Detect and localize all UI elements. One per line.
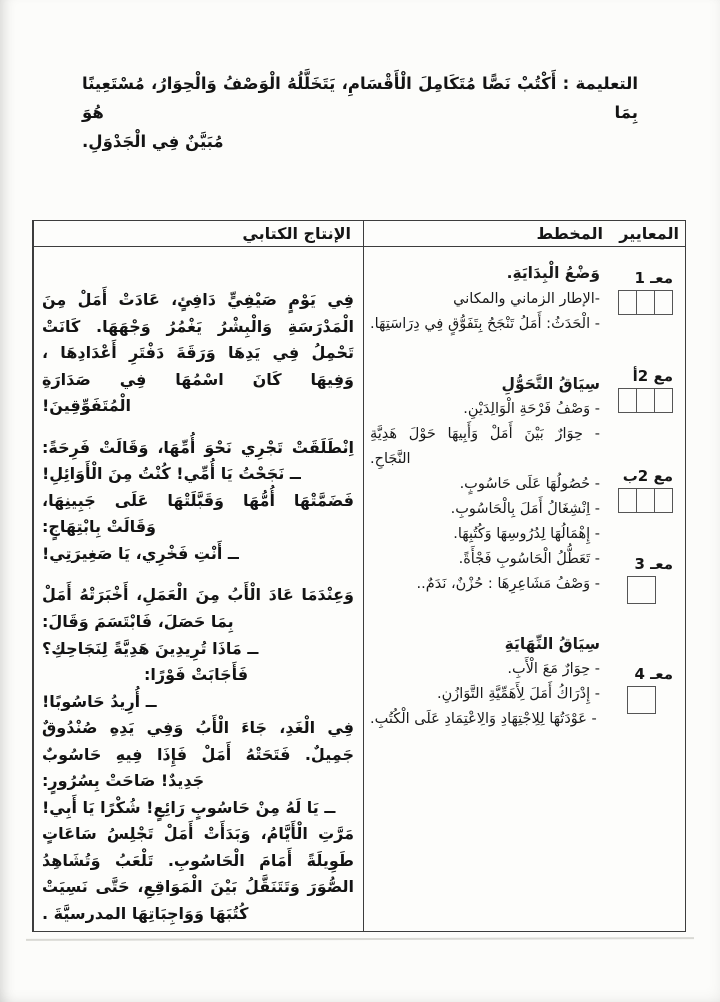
story-line: اِنْطَلَقَتْ تَجْرِي نَحْوَ أُمِّهَا، وَقَالَتْ فَرِحَةً: <box>42 437 354 457</box>
story-dialogue-line: ــ مَاذَا تُرِيدِينَ هَدِيَّةً لِنَجَاحِكِ؟ <box>42 638 259 658</box>
criterion-1-score-boxes <box>609 290 673 315</box>
plan-item: - حِوَارٌ مَعَ الْأَبِ. <box>507 661 600 678</box>
plan-item: - حُصُولُهَا عَلَى حَاسُوبٍ. <box>459 476 600 492</box>
story-line: مَرَّتِ الْأَيَّامُ، وَبَدَأَتْ أَمَلْ تَجْلِسُ سَاعَاتٍ طَوِيلَةً أَمَامَ الْحَاسُوبِ. تَلْعَبُ وَتُشَاهِدُ الصُّوَرَ وَتَتَنَقَّلُ بَيْنَ الْمَوَاقِعِ، حَتَّى نَسِيَتْ كُتُبَهَا وَوَاجِبَاتِهَا المدرسيَّةَ . <box>42 824 354 924</box>
plan-item: - عَوْدَتُهَا لِلِاجْتِهَادِ وَالِاعْتِمَادِ عَلَى الْكُتُبِ. <box>370 711 597 728</box>
score-box <box>654 488 673 513</box>
score-box <box>636 290 655 315</box>
header-production: الإنتاج الكتابي <box>33 221 363 247</box>
instruction-paragraph <box>82 70 638 157</box>
plan-section-beginning <box>370 260 600 337</box>
plan-item: - وَصْفُ مَشَاعِرِهَا : حُزْنٌ، نَدَمٌ.. <box>416 575 600 592</box>
criterion-2b <box>609 467 685 513</box>
story-dialogue-line: ــ نَجَحْتُ يَا أُمِّي! كُنْتُ مِنَ الْأَوَائِلِ! <box>42 464 301 484</box>
plan-item: - إِدْرَاكُ أَمَلَ لِأَهَمِّيَّةِ التَّوَازُنِ. <box>437 686 600 703</box>
story-dialogue-line: ــ يَا لَهُ مِنْ حَاسُوبٍ رَائِعٍ! شُكْرًا يَا أَبِي! <box>42 797 336 817</box>
plan-section-title: سِيَاقُ التَّحَوُّلِ <box>501 374 600 393</box>
criterion-2b-label: مع 2ب <box>622 467 673 485</box>
score-box <box>618 488 637 513</box>
plan-section-title: وَضْعُ الْبِدَايَةِ. <box>506 264 600 282</box>
score-box <box>636 488 655 513</box>
header-plan: المخطط <box>363 221 609 247</box>
criteria-column <box>609 247 685 931</box>
plan-item: -الإطار الزماني والمكاني <box>453 290 600 307</box>
story-line: فِي يَوْمٍ صَيْفِيٍّ دَافِئٍ، عَادَتْ أَمَلْ مِنَ الْمَدْرَسَةِ وَالْبِشْرُ يَغْمُرُ وَجْهَهَا. كَانَتْ تَحْمِلُ فِي يَدِهَا وَرَقَةَ دَفْتَرِ أَعْدَادِهَا ، وَفِيهَا كَانَ اسْمُهَا فِي صَدَارَةِ الْمُتَفَوِّقِينَ! <box>42 290 354 416</box>
score-box <box>654 290 673 315</box>
score-box <box>618 388 637 413</box>
story-dialogue-line: ــ أَنْتِ فَخْرِي، يَا صَغِيرَتِي! <box>42 543 239 563</box>
plan-item: - الْحَدَثُ: أَمَلُ تَنْجَحُ بِتَفَوُّقٍ فِي دِرَاسَتِهَا. <box>370 315 600 332</box>
plan-item: - حِوَارٌ بَيْنَ أَمَلْ وَأَبِيهَا حَوْلَ هَدِيَّةِ النَّجَاحِ. <box>370 426 600 468</box>
writing-task-table <box>32 220 686 932</box>
criterion-2a-score-boxes <box>609 388 673 413</box>
plan-item: - إِهْمَالُهَا لِدُرُوسِهَا وَكُتُبِهَا. <box>453 525 600 542</box>
paragraph-gap <box>42 567 354 582</box>
score-box <box>618 290 637 315</box>
criterion-1 <box>609 269 685 315</box>
criterion-3 <box>609 555 685 604</box>
story-line: وَعِنْدَمَا عَادَ الْأَبُ مِنَ الْعَمَلِ، أَخْبَرَتْهُ أَمَلْ بِمَا حَصَلَ، فَابْتَسَمَ وَقَالَ: <box>42 585 354 632</box>
criterion-4 <box>609 665 685 714</box>
plan-section-title: سِيَاقُ النِّهَايَةِ <box>504 634 600 653</box>
scan-artifact-line <box>26 937 694 941</box>
production-column <box>33 247 363 931</box>
criterion-2a-label: مع 2أ <box>632 367 673 385</box>
plan-item: - وَصْفُ فَرْحَةِ الْوَالِدَيْنِ. <box>463 401 600 418</box>
plan-section-ending <box>370 631 600 732</box>
criterion-3-label: معـ 3 <box>634 555 673 573</box>
criterion-2b-score-boxes <box>609 488 673 513</box>
score-box <box>654 388 673 413</box>
story-line: فَضَمَّتْهَا أُمُّهَا وَقَبَّلَتْهَا عَلَى جَبِينِهَا، وَقَالَتْ بِابْتِهَاجٍ: <box>42 490 354 537</box>
story-line: فِي الْغَدِ، جَاءَ الْأَبُ وَفِي يَدِهِ صُنْدُوقٌ جَمِيلٌ. فَتَحَتْهُ أَمَلْ فَإِذَا فِيهِ حَاسُوبٌ جَدِيدٌ! صَاحَتْ بِسُرُورٍ: <box>42 718 354 791</box>
criterion-2a <box>609 367 685 413</box>
instruction-line-2: مُبَيَّنٌ فِي الْجَدْوَلِ. <box>82 131 224 151</box>
score-box <box>627 686 656 714</box>
criterion-4-label: معـ 4 <box>634 665 673 683</box>
story-dialogue-line: ــ أُرِيدُ حَاسُوبًا! <box>42 691 157 711</box>
plan-item: - تَعَطُّلُ الْحَاسُوبِ فَجْأَةً. <box>458 550 600 567</box>
score-box <box>627 576 656 604</box>
paragraph-gap <box>42 420 354 435</box>
plan-item: - اِنْشِغَالُ أَمَلَ بِالْحَاسُوبِ. <box>450 500 600 517</box>
criterion-1-label: معـ 1 <box>634 269 673 287</box>
header-criteria: المعايير <box>609 221 685 247</box>
score-box <box>636 388 655 413</box>
story-line: فَأَجَابَتْ فَوْرًا: <box>144 665 249 685</box>
instruction-line-1: التعليمة : أَكْتُبْ نَصًّا مُتَكَامِلَ الْأَقْسَامِ، يَتَخَلَّلُهُ الْوَصْفُ وَالْحِوَارُ، مُسْتَعِينًا بِمَا هُوَ <box>82 74 638 122</box>
plan-section-transformation <box>370 371 600 597</box>
plan-column <box>363 247 609 931</box>
